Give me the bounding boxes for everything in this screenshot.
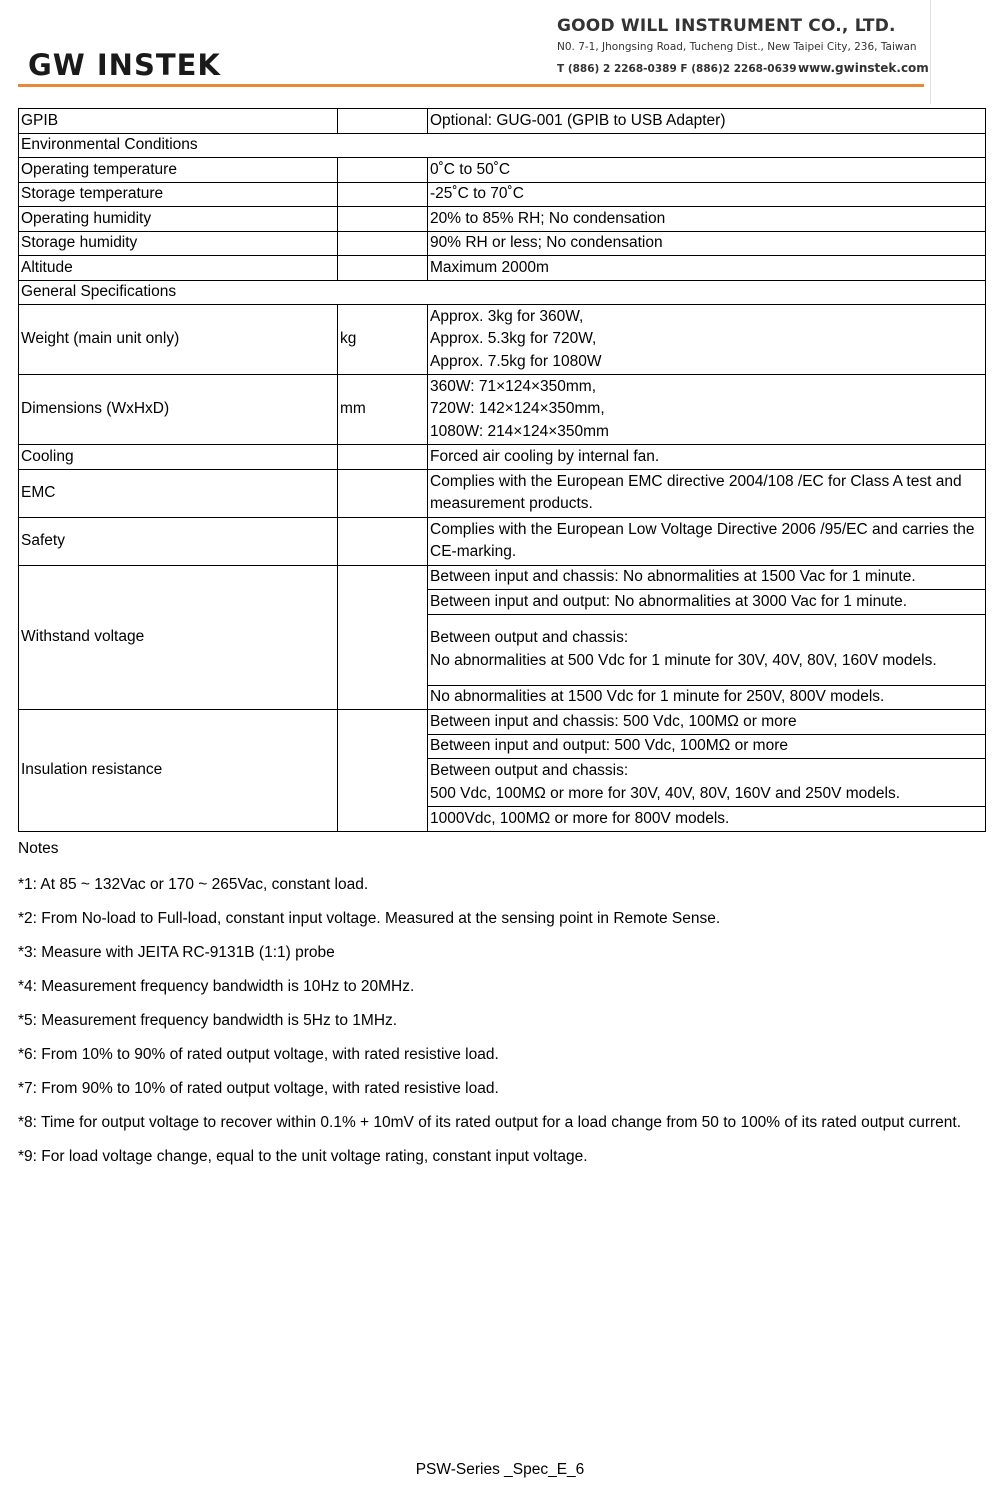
spec-value: 360W: 71×124×350mm, 720W: 142×124×350mm, 1080W: 214×124×350mm: [428, 375, 986, 445]
spec-unit: [338, 256, 428, 281]
table-row: [19, 305, 986, 375]
header-divider: [18, 84, 924, 87]
table-row: [19, 445, 986, 470]
page-footer: PSW-Series _Spec_E_6: [415, 1461, 585, 1478]
spec-table: [18, 108, 986, 832]
note-item: *1: At 85 ~ 132Vac or 170 ~ 265Vac, constant load.: [18, 876, 369, 893]
spec-label: Insulation resistance: [19, 710, 338, 832]
spec-value: Between input and chassis: 500 Vdc, 100MΩ or more: [428, 710, 986, 735]
spec-label: Weight (main unit only): [19, 305, 338, 375]
spec-unit: [338, 109, 428, 134]
spec-label: GPIB: [19, 109, 338, 134]
spec-label: Altitude: [19, 256, 338, 281]
spec-label: Cooling: [19, 445, 338, 470]
spec-label: Storage humidity: [19, 231, 338, 256]
spec-unit: [338, 565, 428, 710]
table-row: [19, 469, 986, 517]
spec-value: No abnormalities at 1500 Vdc for 1 minute for 250V, 800V models.: [428, 685, 986, 710]
spec-unit: [338, 469, 428, 517]
company-address: N0. 7-1, Jhongsing Road, Tucheng Dist., New Taipei City, 236, Taiwan: [557, 41, 917, 53]
spec-label: Operating temperature: [19, 158, 338, 183]
spec-label: Dimensions (WxHxD): [19, 375, 338, 445]
spec-unit: [338, 710, 428, 832]
section-row: [19, 280, 986, 305]
table-row: [19, 375, 986, 445]
spec-unit: [338, 231, 428, 256]
spec-label: EMC: [19, 469, 338, 517]
spec-unit: [338, 517, 428, 565]
spec-unit: [338, 445, 428, 470]
section-heading-environmental: Environmental Conditions: [19, 133, 986, 158]
letterhead: [0, 0, 1000, 100]
note-item: *5: Measurement frequency bandwidth is 5Hz to 1MHz.: [18, 1012, 398, 1029]
spec-value: Forced air cooling by internal fan.: [428, 445, 986, 470]
company-website-link[interactable]: www.gwinstek.com: [798, 61, 929, 75]
table-row: [19, 182, 986, 207]
company-name: GOOD WILL INSTRUMENT CO., LTD.: [557, 16, 896, 36]
spec-label: Safety: [19, 517, 338, 565]
spec-value: Between output and chassis: No abnormalities at 500 Vdc for 1 minute for 30V, 40V, 80V, 160V models.: [428, 614, 986, 685]
spec-unit: [338, 207, 428, 232]
spec-value: 90% RH or less; No condensation: [428, 231, 986, 256]
company-logo: GW INSTEK: [28, 48, 221, 82]
spec-unit: mm: [338, 375, 428, 445]
spec-value: Between input and output: 500 Vdc, 100MΩ or more: [428, 734, 986, 759]
spec-value: -25˚C to 70˚C: [428, 182, 986, 207]
table-row: [19, 710, 986, 735]
section-row: [19, 133, 986, 158]
spec-value: 1000Vdc, 100MΩ or more for 800V models.: [428, 807, 986, 832]
header-edge-line: [930, 0, 931, 104]
spec-value: Between input and chassis: No abnormalities at 1500 Vac for 1 minute.: [428, 565, 986, 590]
notes-section: [18, 836, 983, 1174]
table-row: [19, 158, 986, 183]
table-row: [19, 207, 986, 232]
spec-unit: kg: [338, 305, 428, 375]
table-row: [19, 231, 986, 256]
spec-value: 20% to 85% RH; No condensation: [428, 207, 986, 232]
spec-value: Maximum 2000m: [428, 256, 986, 281]
spec-unit: [338, 182, 428, 207]
spec-value: Optional: GUG-001 (GPIB to USB Adapter): [428, 109, 986, 134]
table-row: [19, 109, 986, 134]
section-heading-general: General Specifications: [19, 280, 986, 305]
table-row: [19, 256, 986, 281]
spec-label: Storage temperature: [19, 182, 338, 207]
note-item: *4: Measurement frequency bandwidth is 10Hz to 20MHz.: [18, 978, 415, 995]
spec-label: Operating humidity: [19, 207, 338, 232]
table-row: [19, 565, 986, 590]
spec-value: 0˚C to 50˚C: [428, 158, 986, 183]
note-item: *2: From No-load to Full-load, constant input voltage. Measured at the sensing point in Remote Sense.: [18, 910, 721, 927]
spec-value: Between output and chassis: 500 Vdc, 100MΩ or more for 30V, 40V, 80V, 160V and 250V models.: [428, 759, 986, 807]
spec-value: Between input and output: No abnormalities at 3000 Vac for 1 minute.: [428, 590, 986, 615]
spec-unit: [338, 158, 428, 183]
note-item: *9: For load voltage change, equal to the unit voltage rating, constant input voltage.: [18, 1148, 588, 1165]
spec-value: Complies with the European Low Voltage Directive 2006 /95/EC and carries the CE-marking.: [428, 517, 986, 565]
spec-value: Approx. 3kg for 360W, Approx. 5.3kg for 720W, Approx. 7.5kg for 1080W: [428, 305, 986, 375]
spec-label: Withstand voltage: [19, 565, 338, 710]
note-item: *3: Measure with JEITA RC-9131B (1:1) probe: [18, 944, 335, 961]
notes-heading: Notes: [18, 840, 59, 857]
table-row: [19, 517, 986, 565]
spec-value: Complies with the European EMC directive 2004/108 /EC for Class A test and measurement products.: [428, 469, 986, 517]
company-phone-fax: T (886) 2 2268-0389 F (886)2 2268-0639: [557, 63, 797, 75]
note-item: *8: Time for output voltage to recover within 0.1% + 10mV of its rated output for a load change from 50 to 100% of its rated output current.: [18, 1114, 962, 1131]
note-item: *6: From 10% to 90% of rated output voltage, with rated resistive load.: [18, 1046, 499, 1063]
note-item: *7: From 90% to 10% of rated output voltage, with rated resistive load.: [18, 1080, 499, 1097]
